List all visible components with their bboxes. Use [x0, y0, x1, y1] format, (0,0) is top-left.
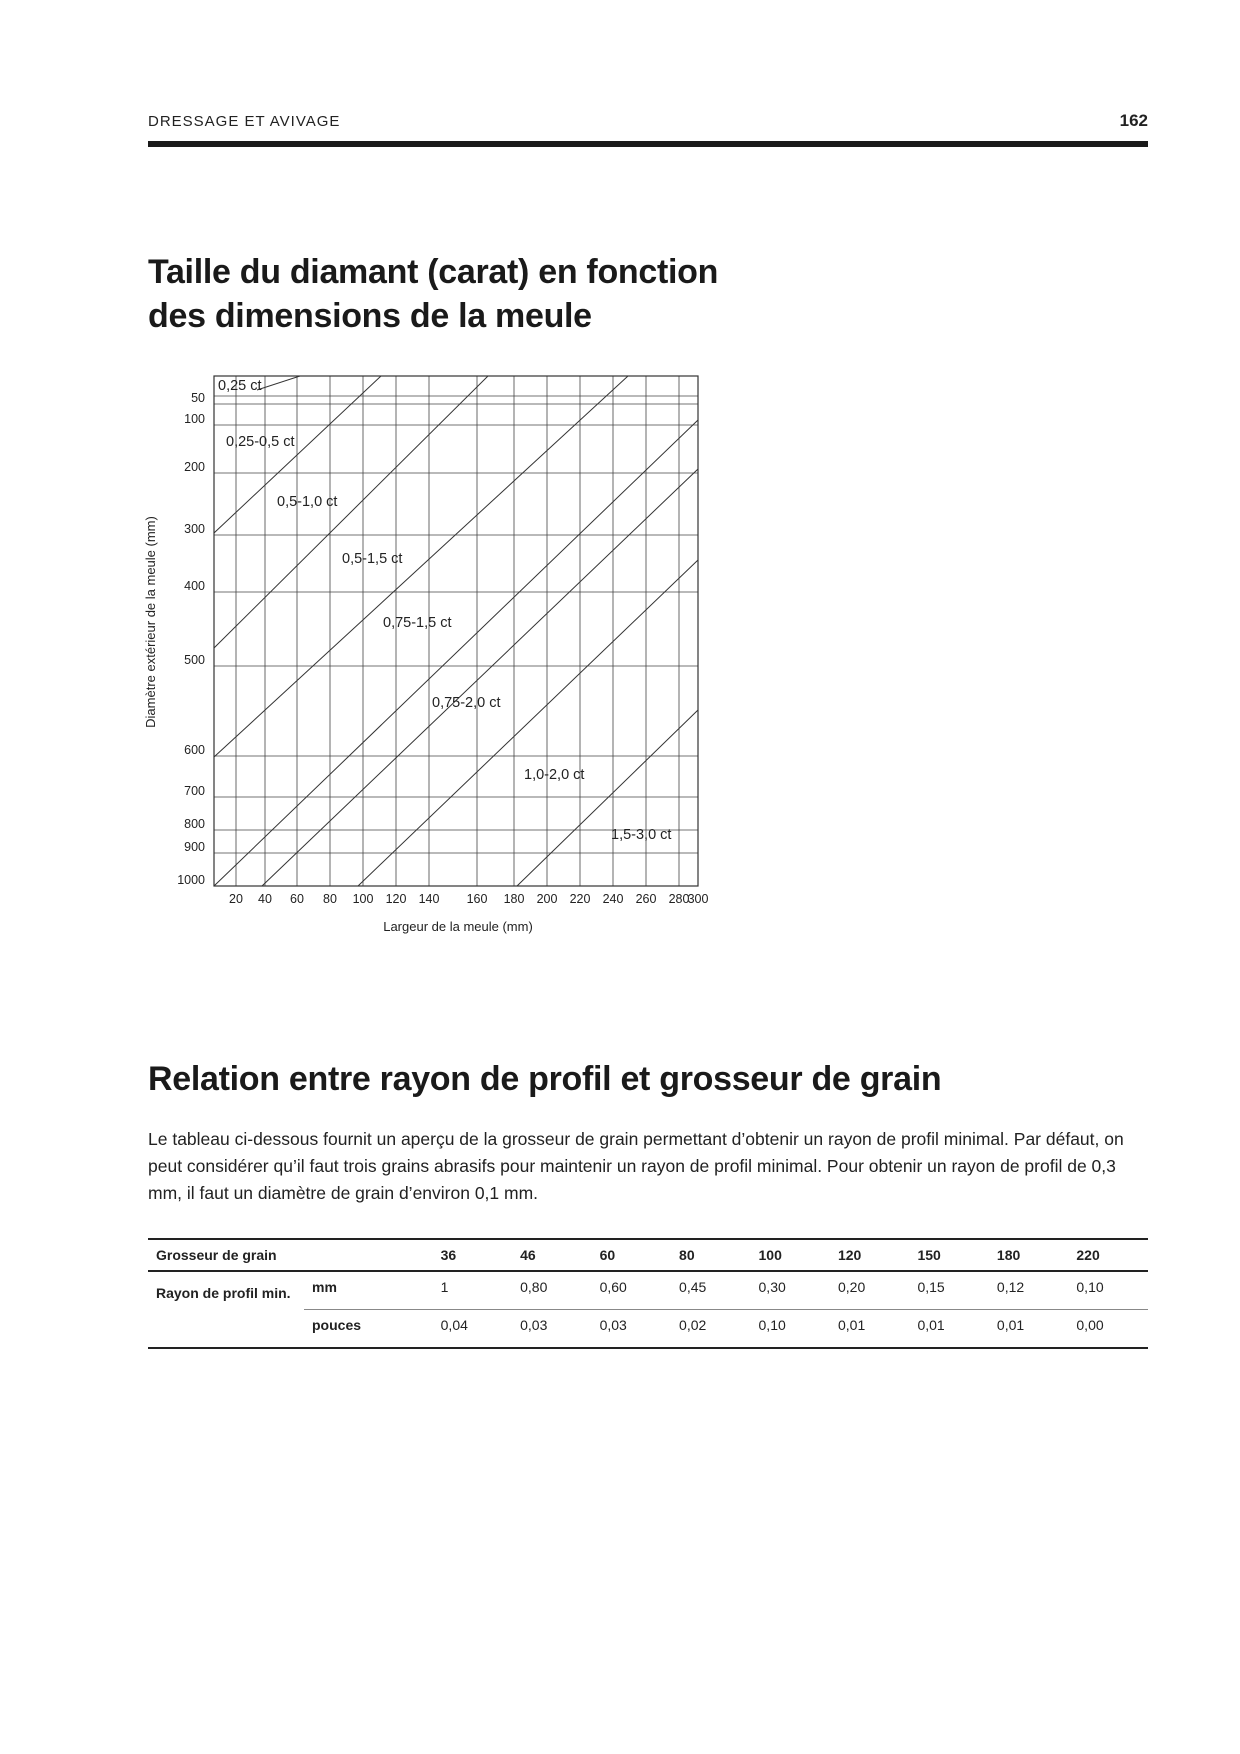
- x-tick-label-80: 80: [323, 892, 337, 906]
- zone-label-3: 0,5-1,5 ct: [342, 551, 403, 567]
- zone-boundary-7: [257, 376, 300, 390]
- zone-boundary-4: [262, 469, 698, 886]
- running-header: DRESSAGE ET AVIVAGE: [148, 113, 341, 130]
- zone-label-4: 0,75-1,5 ct: [383, 615, 452, 631]
- x-tick-label-200: 200: [536, 892, 558, 906]
- grain-size-120: 120: [837, 1247, 862, 1263]
- cell-pouces-120: 0,01: [837, 1317, 866, 1333]
- grain-size-150: 150: [917, 1247, 941, 1263]
- zone-boundary-1: [214, 376, 488, 648]
- zone-label-6: 1,0-2,0 ct: [524, 767, 585, 783]
- x-tick-label-140: 140: [418, 892, 440, 906]
- zone-label-5: 0,75-2,0 ct: [432, 695, 501, 711]
- cell-pouces-60: 0,03: [599, 1317, 627, 1333]
- cell-mm-36: 1: [440, 1279, 449, 1295]
- x-tick-label-160: 160: [466, 892, 488, 906]
- cell-pouces-220: 0,00: [1076, 1317, 1104, 1333]
- page-number: 162: [1119, 111, 1148, 130]
- grain-section-title: Relation entre rayon de profil et grosseur de grain: [148, 1060, 942, 1098]
- y-tick-labels: [177, 391, 205, 887]
- cell-mm-150: 0,15: [917, 1279, 945, 1295]
- x-tick-label-240: 240: [602, 892, 624, 906]
- cell-pouces-180: 0,01: [996, 1317, 1025, 1333]
- x-tick-labels: [229, 892, 708, 906]
- y-tick-label-600: 600: [184, 743, 205, 757]
- x-tick-label-120: 120: [385, 892, 407, 906]
- y-tick-label-1000: 1000: [177, 873, 205, 887]
- x-tick-label-60: 60: [290, 892, 304, 906]
- x-axis-label: Largeur de la meule (mm): [383, 919, 533, 934]
- cell-mm-180: 0,12: [996, 1279, 1025, 1295]
- x-tick-label-260: 260: [635, 892, 657, 906]
- zone-label-2: 0,5-1,0 ct: [277, 494, 338, 510]
- cell-mm-100: 0,30: [758, 1279, 786, 1295]
- cell-pouces-150: 0,01: [917, 1317, 945, 1333]
- grain-size-36: 36: [440, 1247, 457, 1263]
- table-header-row: [148, 1239, 1148, 1271]
- zone-boundary-lines: [214, 376, 698, 886]
- cell-pouces-80: 0,02: [679, 1317, 707, 1333]
- cell-pouces-100: 0,10: [758, 1317, 786, 1333]
- x-tick-label-180: 180: [503, 892, 525, 906]
- row-label-rayon: Rayon de profil min.: [156, 1285, 291, 1301]
- y-tick-label-900: 900: [184, 840, 205, 854]
- grain-size-80: 80: [679, 1247, 695, 1263]
- grain-section-paragraph: Le tableau ci-dessous fournit un aperçu de la grosseur de grain permettant d’obtenir un rayon de profil minimal. Par défaut, on peut considérer qu’il faut trois grains abrasifs pour maintenir un rayon de profil minimal. Pour obtenir un rayon de profil de 0,3 mm, il faut un diamètre de grain d’environ 0,1 mm.: [148, 1129, 1124, 1203]
- unit-pouces: pouces: [312, 1317, 362, 1333]
- zone-label-1: 0,25-0,5 ct: [226, 434, 295, 450]
- y-tick-label-100: 100: [184, 412, 205, 426]
- y-tick-label-700: 700: [184, 784, 205, 798]
- grain-size-220: 220: [1076, 1247, 1100, 1263]
- zone-boundary-6: [517, 710, 698, 886]
- cell-mm-80: 0,45: [679, 1279, 707, 1295]
- zone-labels: [218, 378, 671, 843]
- y-tick-label-500: 500: [184, 653, 205, 667]
- grid-horizontal-lines: [214, 396, 698, 886]
- cell-pouces-36: 0,04: [440, 1317, 468, 1333]
- grain-size-100: 100: [758, 1247, 782, 1263]
- chart-section-title-line2: des dimensions de la meule: [148, 297, 592, 335]
- x-tick-label-20: 20: [229, 892, 243, 906]
- grid-vertical-lines: [236, 376, 698, 886]
- table-row-mm: [148, 1271, 1148, 1310]
- y-axis-label: Diamètre extérieur de la meule (mm): [143, 516, 158, 728]
- x-tick-label-40: 40: [258, 892, 272, 906]
- zone-label-7: 1,5-3,0 ct: [611, 827, 672, 843]
- zone-label-0: 0,25 ct: [218, 378, 262, 394]
- y-tick-label-50: 50: [191, 391, 205, 405]
- grain-radius-table: [148, 1238, 1148, 1349]
- cell-mm-120: 0,20: [837, 1279, 866, 1295]
- cell-mm-46: 0,80: [520, 1279, 548, 1295]
- cell-pouces-46: 0,03: [520, 1317, 548, 1333]
- y-tick-label-300: 300: [184, 522, 205, 536]
- y-tick-label-200: 200: [184, 460, 205, 474]
- chart-frame: [214, 376, 698, 886]
- x-tick-label-100: 100: [352, 892, 374, 906]
- y-tick-label-400: 400: [184, 579, 205, 593]
- grain-size-180: 180: [996, 1247, 1021, 1263]
- cell-mm-60: 0,60: [599, 1279, 627, 1295]
- y-tick-label-800: 800: [184, 817, 205, 831]
- chart-section-title-line1: Taille du diamant (carat) en fonction: [148, 253, 719, 291]
- grain-size-60: 60: [599, 1247, 616, 1263]
- x-tick-label-300: 300: [687, 892, 709, 906]
- x-tick-label-220: 220: [569, 892, 591, 906]
- unit-mm: mm: [312, 1279, 337, 1295]
- table-header-label: Grosseur de grain: [156, 1247, 277, 1263]
- x-tick-label-280: 280: [668, 892, 690, 906]
- grain-size-46: 46: [520, 1247, 536, 1263]
- zone-boundary-3: [214, 420, 698, 886]
- cell-mm-220: 0,10: [1076, 1279, 1104, 1295]
